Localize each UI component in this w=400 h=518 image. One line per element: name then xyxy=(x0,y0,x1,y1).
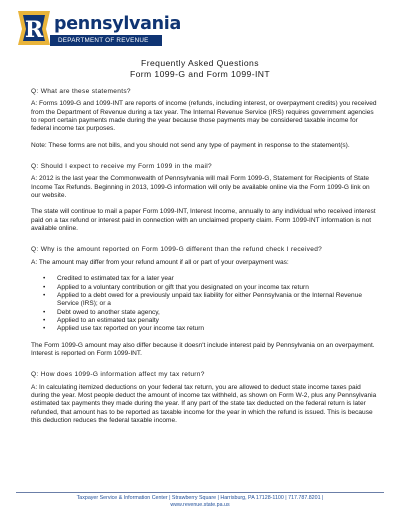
faq-content xyxy=(31,88,377,433)
list-item: • Applied use tax reported on your income tax return xyxy=(31,325,377,333)
answer-2-paragraph-2: The state will continue to mail a paper Form 1099-INT, Interest Income, annually to any individual who received interest paid on a tax refund or interest paid in connection with an unclaimed property claim. Form 1099-INT information is not available online. xyxy=(31,208,376,233)
question-3: Q: Why is the amount reported on Form 1099-G different than the refund check I received? xyxy=(31,246,323,254)
question-4: Q: How does 1099-G information affect my tax return? xyxy=(31,371,205,379)
list-item: • Applied to a debt owed for a previously unpaid tax liability for either Pennsylvania or the Internal Revenue Service (IRS); or a xyxy=(31,292,377,309)
answer-4-paragraph-1: A: In calculating itemized deductions on your federal tax return, you are allowed to deduct state income taxes paid during the year. Most people deduct the amount of income tax withheld, as shown on Form W-2, plus any Pennsylvania estimated tax payments they made during the year. If any part of the state tax deducted on the federal return is later refunded, that amount has to be reported as taxable income for the year in which the refund is issued. This is because this deduction reduces the federal taxable income. xyxy=(31,383,377,424)
answer-3-paragraph-2: The Form 1099-G amount may also differ because it doesn't include interest paid by Pennsylvania on an overpayment. Interest is reported on Form 1099-INT. xyxy=(31,341,375,357)
list-item: • Applied to an estimated tax penalty xyxy=(31,317,377,325)
question-1: Q: What are these statements? xyxy=(31,88,131,95)
answer-1-note: Note: These forms are not bills, and you should not send any type of payment in response to the statement(s). xyxy=(31,141,350,149)
pa-revenue-logo xyxy=(14,8,182,48)
question-2: Q: Should I expect to receive my Form 1099 in the mail? xyxy=(31,163,212,171)
logo-department: DEPARTMENT OF REVENUE xyxy=(58,37,149,44)
footer-contact: Taxpayer Service & Information Center | Strawberry Square | Harrisburg, PA 17128-1100 | 717.787.8201 | xyxy=(76,495,324,501)
keystone-icon xyxy=(14,8,54,48)
footer-website-link[interactable]: www.revenue.state.pa.us xyxy=(170,502,230,508)
page-subtitle: Form 1099-G and Form 1099-INT xyxy=(129,69,271,79)
logo-name: pennsylvania xyxy=(54,14,182,34)
answer-1-paragraph-1: A: Forms 1099-G and 1099-INT are reports of income (refunds, including interest, or overpayment credits) you received from the Department of Revenue during a tax year. The Internal Revenue Service (IRS) requires government agencies to report certain payments made during the year because those payments may be considered taxable income for federal income tax purposes. xyxy=(31,100,377,133)
page-title: Frequently Asked Questions xyxy=(141,58,259,68)
answer-3-intro: A: The amount may differ from your refund amount if all or part of your overpayment was: xyxy=(31,258,289,266)
list-item: • Debt owed to another state agency, xyxy=(31,309,377,317)
answer-2-paragraph-1: A: 2012 is the last year the Commonwealth of Pennsylvania will mail Form 1099-G, Statement for Recipients of State Income Tax Refunds. Beginning in 2013, 1099-G information will only be available online via the Form 1099-G link on our website. xyxy=(31,175,370,200)
footer-divider xyxy=(16,492,384,493)
list-item: • Credited to estimated tax for a later year xyxy=(31,275,377,283)
logo-letter: R xyxy=(24,17,44,43)
list-item: • Applied to a voluntary contribution or gift that you designated on your income tax return xyxy=(31,284,377,292)
overpayment-list xyxy=(31,275,377,333)
